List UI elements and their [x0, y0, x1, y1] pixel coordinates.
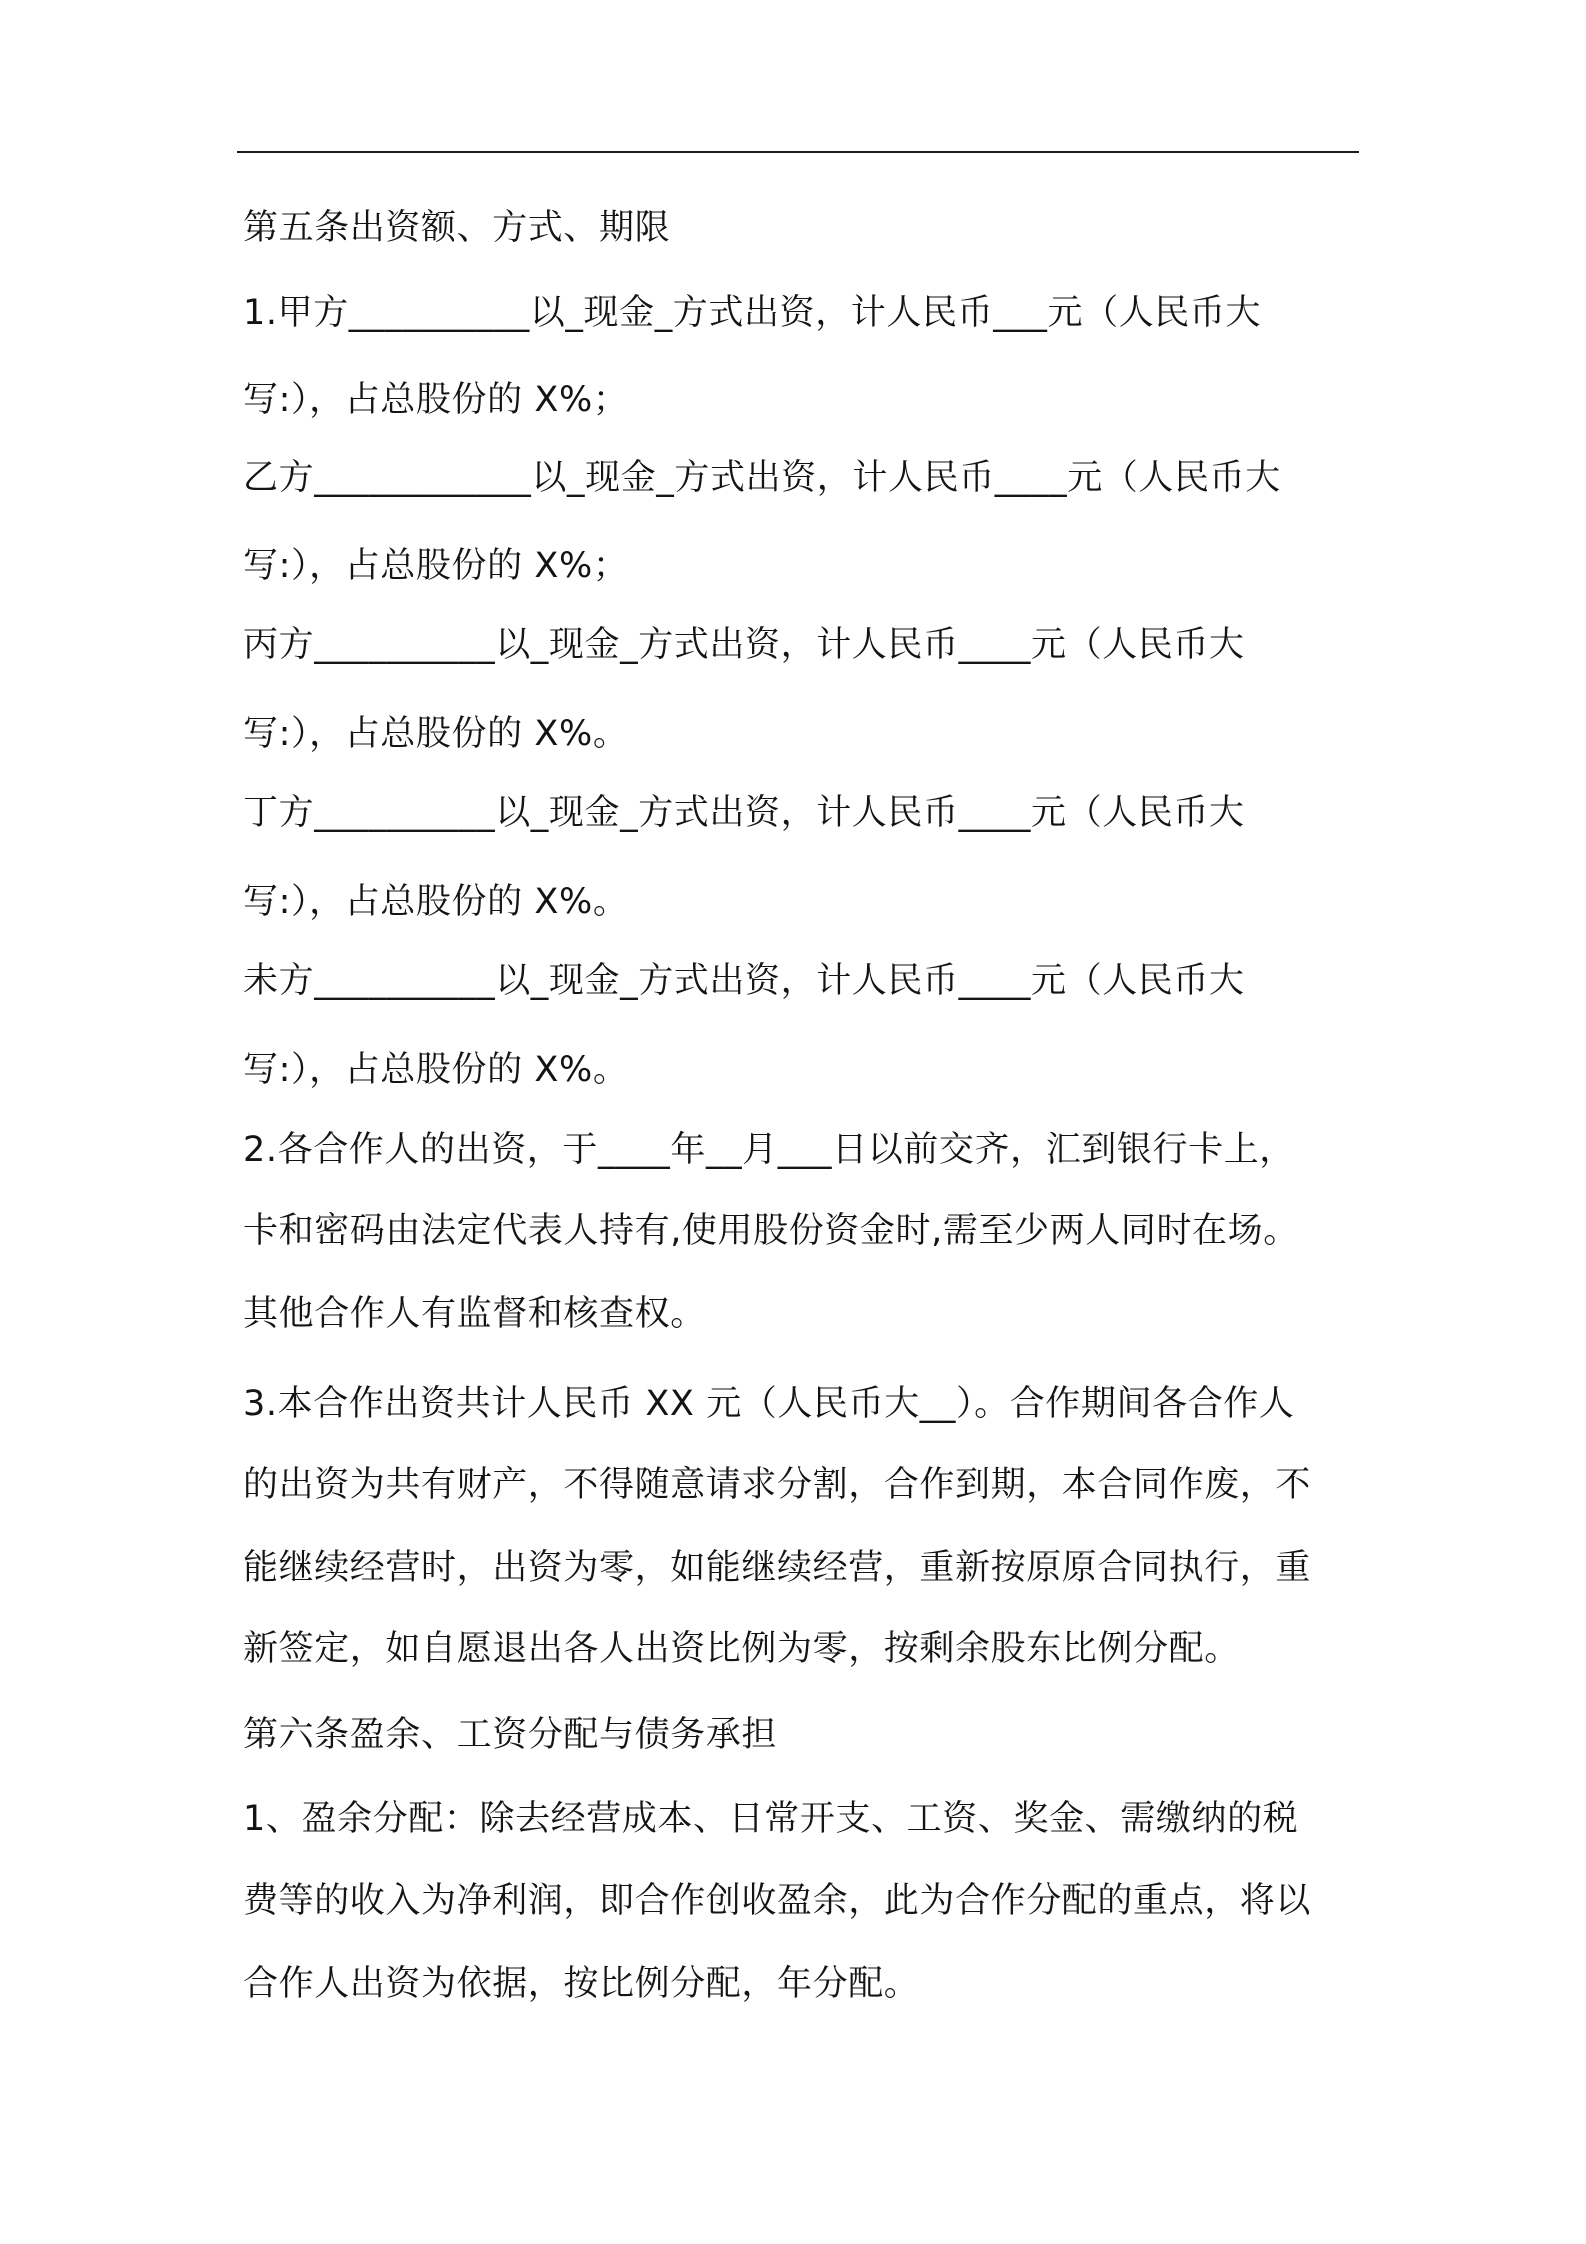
paragraph-line: 未方__________以_现金_方式出资，计人民币____元（人民币大	[243, 961, 1245, 1001]
paragraph-line: 费等的收入为净利润，即合作创收盈余，此为合作分配的重点，将以	[243, 1881, 1312, 1921]
paragraph-line: 卡和密码由法定代表人持有,使用股份资金时,需至少两人同时在场。	[243, 1211, 1299, 1251]
paragraph-line: 丙方__________以_现金_方式出资，计人民币____元（人民币大	[243, 625, 1245, 665]
paragraph-line: 2.各合作人的出资，于____年__月___日以前交齐，汇到银行卡上，	[243, 1130, 1295, 1170]
article-5-heading: 第五条出资额、方式、期限	[243, 208, 671, 248]
paragraph-line: 能继续经营时，出资为零，如能继续经营，重新按原原合同执行，重	[243, 1548, 1312, 1588]
paragraph-line: 1.甲方__________以_现金_方式出资，计人民币___元（人民币大	[243, 293, 1262, 333]
paragraph-line: 写:），占总股份的 X%。	[243, 714, 629, 754]
paragraph-line: 写:），占总股份的 X%；	[243, 380, 629, 420]
paragraph-line: 的出资为共有财产，不得随意请求分割，合作到期，本合同作废，不	[243, 1465, 1312, 1505]
paragraph-line: 其他合作人有监督和核查权。	[243, 1294, 706, 1334]
paragraph-line: 丁方__________以_现金_方式出资，计人民币____元（人民币大	[243, 793, 1245, 833]
paragraph-line: 乙方____________以_现金_方式出资，计人民币____元（人民币大	[243, 458, 1281, 498]
paragraph-line: 写:），占总股份的 X%。	[243, 1050, 629, 1090]
paragraph-line: 写:），占总股份的 X%。	[243, 882, 629, 922]
paragraph-line: 1、盈余分配：除去经营成本、日常开支、工资、奖金、需缴纳的税	[243, 1799, 1299, 1839]
paragraph-line: 合作人出资为依据，按比例分配，年分配。	[243, 1964, 920, 2004]
paragraph-line: 3.本合作出资共计人民币 XX 元（人民币大__）。合作期间各合作人	[243, 1384, 1295, 1424]
header-rule	[237, 151, 1359, 153]
article-6-heading: 第六条盈余、工资分配与债务承担	[243, 1715, 778, 1755]
paragraph-line: 写:），占总股份的 X%；	[243, 546, 629, 586]
paragraph-line: 新签定，如自愿退出各人出资比例为零，按剩余股东比例分配。	[243, 1629, 1240, 1669]
